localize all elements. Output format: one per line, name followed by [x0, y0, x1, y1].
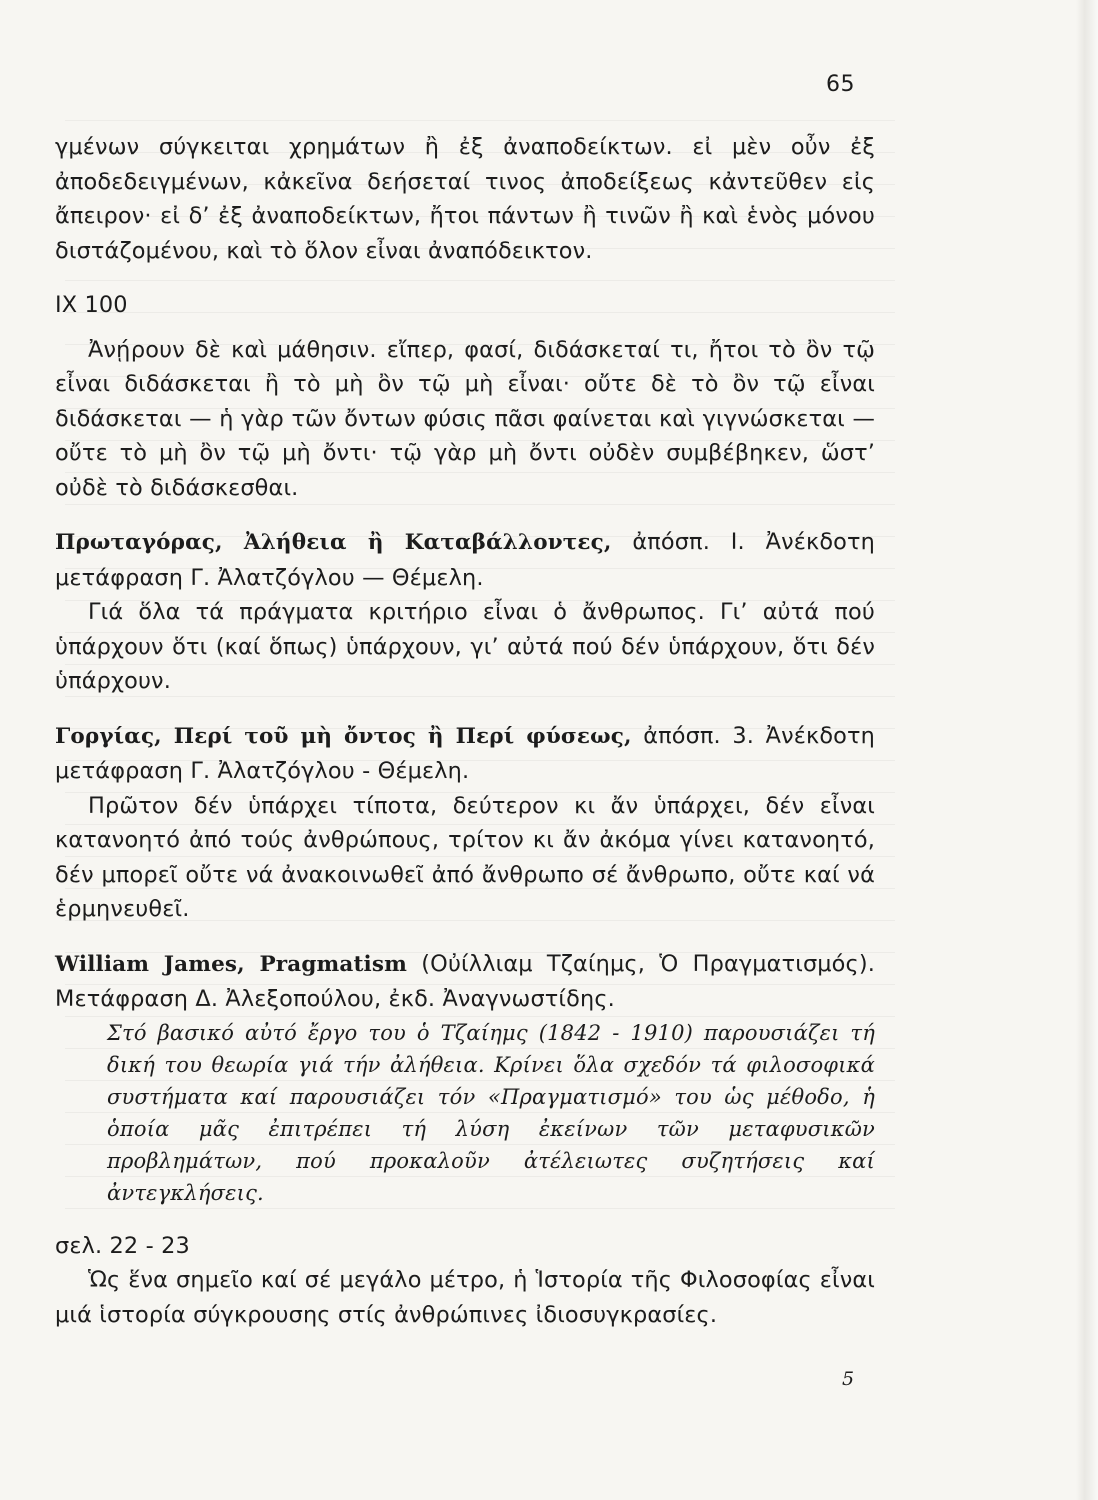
text-body	[55, 130, 875, 1332]
james-author-title: William James, Pragmatism	[55, 951, 408, 977]
page-range-label: σελ. 22 - 23	[55, 1232, 190, 1259]
protagoras-author-title: Πρωταγόρας, Ἀλήθεια ἢ Καταβάλλοντες,	[55, 530, 612, 555]
james-citation	[55, 947, 875, 1017]
sextus-continuation-paragraph: γμένων σύγκειται χρημάτων ἢ ἐξ ἀναποδείκτων. εἰ μὲν οὖν ἐξ ἀποδεδειγμένων, κἀκεῖνα δεήσεταί τινος ἀποδείξεως κἀντεῦθεν εἰς ἄπειρον· εἰ δ’ ἐξ ἀναποδείκτων, ἤτοι πάντων ἢ τινῶν ἢ καὶ ἑνὸς μόνου διστάζομένου, καὶ τὸ ὅλον εἶναι ἀναπόδεικτον.	[55, 134, 875, 264]
section-reference: IX 100	[55, 292, 128, 318]
gorgias-source: ἀπόσπ. 3. Ἀνέκδοτη μετάφραση Γ. Ἀλατζόγλου - Θέμελη.	[55, 722, 875, 784]
protagoras-citation	[55, 525, 875, 595]
james-quote-paragraph: Ὡς ἕνα σημεῖο καί σέ μεγάλο μέτρο, ἡ Ἱστορία τῆς Φιλοσοφίας εἶναι μιά ἱστορία σύγκρουσης στίς ἀνθρώπινες ἰδιοσυγκρασίες.	[55, 1267, 875, 1328]
protagoras-source: ἀπόσπ. Ι. Ἀνέκδοτη μετάφραση Γ. Ἀλατζόγλου — Θέμελη.	[55, 529, 875, 591]
page-number: 65	[826, 72, 855, 97]
james-summary: Στό βασικό αὐτό ἔργο του ὁ Τζαίημς (1842 - 1910) παρουσιάζει τή δική του θεωρία γιά τήν ἀλήθεια. Κρίνει ὅλα σχεδόν τά φιλοσοφικά συστήματα καί παρουσιάζει τόν «Πραγματισμό» του ὡς μέθοδο, ἡ ὁποία μᾶς ἐπιτρέπει τή λύση ἐκείνων τῶν μεταφυσικῶν προβλημάτων, πού προκαλοῦν ἀτέλειωτες συζητήσεις καί ἀντεγκλήσεις.	[107, 1020, 875, 1205]
gorgias-author-title: Γοργίας, Περί τοῦ μὴ ὄντος ἢ Περί φύσεως,	[55, 723, 632, 749]
sextus-learning-paragraph: Ἀνῄρουν δὲ καὶ μάθησιν. εἴπερ, φασί, διδάσκεταί τι, ἤτοι τὸ ὂν τῷ εἶναι διδάσκεται ἢ τὸ μὴ ὂν τῷ μὴ εἶναι· οὔτε δὲ τὸ ὂν τῷ εἶναι διδάσκεται — ἡ γὰρ τῶν ὄντων φύσις πᾶσι φαίνεται καὶ γιγνώσκεται — οὔτε τὸ μὴ ὂν τῷ μὴ ὄντι· τῷ γὰρ μὴ ὄντι οὐδὲν συμβέβηκεν, ὥστ’ οὐδὲ τὸ διδάσκεσθαι.	[55, 336, 875, 501]
printer-signature: 5	[842, 1368, 855, 1390]
protagoras-paragraph: Γιά ὅλα τά πράγματα κριτήριο εἶναι ὁ ἄνθρωπος. Γι’ αὐτά πού ὑπάρχουν ὅτι (καί ὅπως) ὑπάρχουν, γι’ αὐτά πού δέν ὑπάρχουν, ὅτι δέν ὑπάρχουν.	[55, 599, 875, 694]
gorgias-citation	[55, 719, 875, 789]
page-edge-shadow	[1076, 0, 1098, 1500]
james-source: (Οὐίλλιαμ Τζαίημς, Ὁ Πραγματισμός). Μετάφραση Δ. Ἀλεξοπούλου, ἐκδ. Ἀναγνωστίδης.	[55, 950, 875, 1012]
gorgias-paragraph: Πρῶτον δέν ὑπάρχει τίποτα, δεύτερον κι ἄν ὑπάρχει, δέν εἶναι κατανοητό ἀπό τούς ἀνθρώπους, τρίτον κι ἄν ἀκόμα γίνει κατανοητό, δέν μπορεῖ οὔτε νά ἀνακοινωθεῖ ἀπό ἄνθρωπο σέ ἄνθρωπο, οὔτε καί νά ἑρμηνευθεῖ.	[55, 792, 875, 922]
